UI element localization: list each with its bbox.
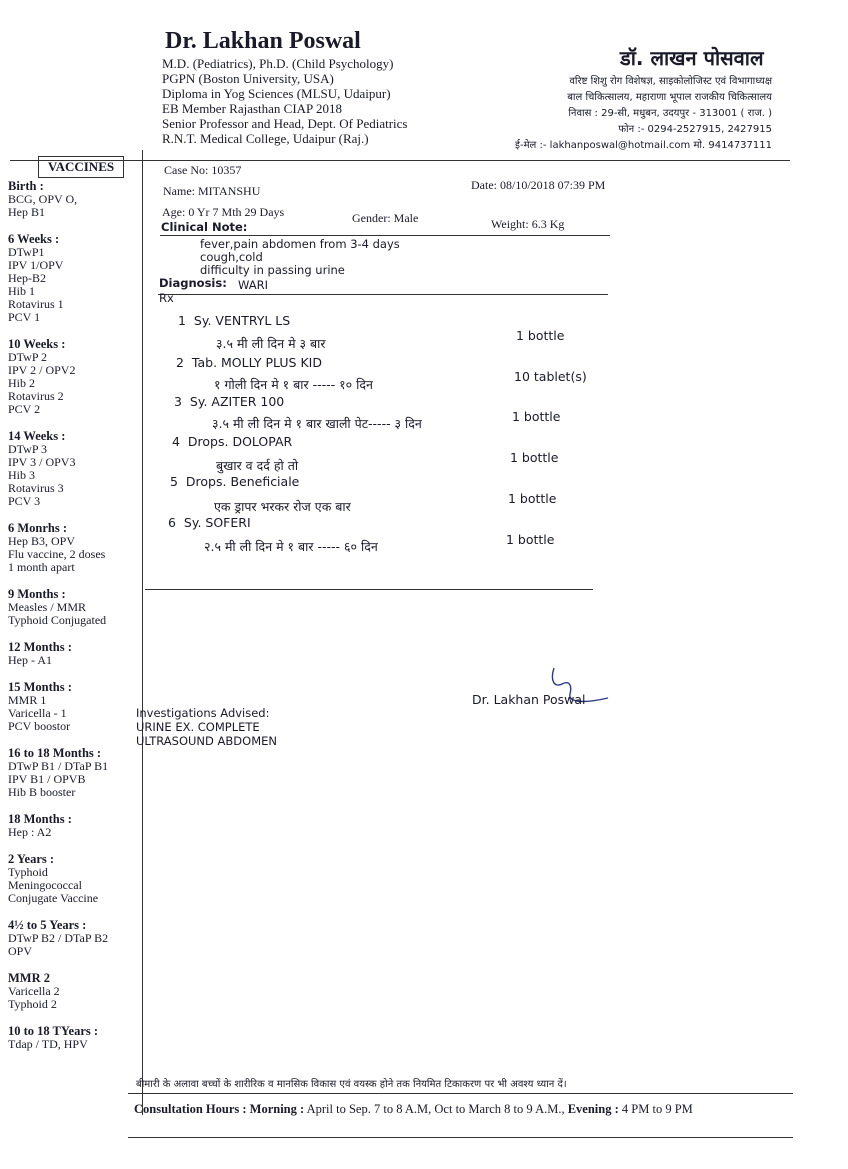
vaccine-age-heading: MMR 2 [8, 971, 50, 985]
vaccine-group [8, 430, 140, 508]
vaccine-group [8, 853, 140, 905]
vaccine-age-heading: 18 Months : [8, 812, 72, 826]
divider [160, 235, 610, 236]
investigation-item: ULTRASOUND ABDOMEN [136, 734, 277, 748]
vaccine-group [8, 588, 140, 627]
vaccine-age-heading: 10 to 18 TYears : [8, 1024, 99, 1038]
vaccine-item: Meningococcal [8, 878, 82, 892]
vaccine-item: OPV [8, 944, 33, 958]
footer-divider [128, 1093, 793, 1094]
rx-medicine: Sy. VENTRYL LS [193, 313, 291, 328]
diagnosis-label: Diagnosis: [159, 276, 227, 290]
rx-dose: एक ड्रापर भरकर रोज एक बार [214, 499, 351, 514]
clinical-note-line: fever,pain abdomen from 3-4 days [200, 237, 400, 251]
vaccine-item: Hib B booster [8, 785, 76, 799]
header-divider [10, 160, 790, 161]
rx-number: 5 [170, 474, 178, 489]
vaccine-group [8, 338, 140, 416]
vaccine-item: Rotavirus 2 [8, 389, 64, 403]
hindi-line: फोन :- 0294-2527915, 2427915 [618, 124, 772, 135]
patient-weight: Weight: 6.3 Kg [491, 217, 565, 231]
consultation-hours [134, 1102, 693, 1117]
vaccine-age-heading: 16 to 18 Months : [8, 746, 102, 760]
rx-quantity: 10 tablet(s) [514, 369, 587, 384]
vaccine-item: Rotavirus 3 [8, 481, 64, 495]
hours-label: Consultation Hours : [134, 1102, 247, 1116]
vaccine-item: Hib 2 [8, 376, 35, 390]
visit-date: Date: 08/10/2018 07:39 PM [471, 178, 606, 192]
vaccine-item: Typhoid 2 [8, 997, 57, 1011]
vaccine-age-heading: 6 Weeks : [8, 232, 60, 246]
vaccine-item: Hep - A1 [8, 653, 52, 667]
vaccine-item: Hep B1 [8, 205, 45, 219]
qualifications [162, 56, 472, 146]
vaccine-item: PCV 2 [8, 402, 41, 416]
vaccine-item: DTwP B1 / DTaP B1 [8, 759, 109, 773]
vaccine-group [8, 641, 140, 667]
morning-label: Morning : [249, 1102, 305, 1116]
vaccine-age-heading: 4½ to 5 Years : [8, 918, 87, 932]
clinical-note-line: difficulty in passing urine [200, 263, 345, 277]
vaccine-item: DTwP B2 / DTaP B2 [8, 931, 109, 945]
vaccine-group [8, 233, 140, 324]
rx-quantity: 1 bottle [510, 450, 559, 465]
hindi-line: वरिष्ट शिशु रोग विशेषज्ञ, साइकोलोजिस्ट एवं विभागाध्यक्ष [569, 76, 772, 87]
clinical-note-label: Clinical Note: [161, 220, 248, 234]
rx-item-5 [170, 474, 299, 489]
doctor-name: Dr. Lakhan Poswal [165, 28, 361, 54]
rx-medicine: Tab. MOLLY PLUS KID [191, 355, 322, 370]
rx-number: 4 [172, 434, 180, 449]
rx-quantity: 1 bottle [508, 491, 557, 506]
qualification-line: R.N.T. Medical College, Udaipur (Raj.) [162, 131, 369, 146]
rx-item-4 [172, 434, 292, 449]
patient-age: Age: 0 Yr 7 Mth 29 Days [162, 205, 285, 219]
vaccine-age-heading: 6 Monrhs : [8, 521, 68, 535]
vaccine-item: MMR 1 [8, 693, 47, 707]
rx-quantity: 1 bottle [516, 328, 565, 343]
vaccine-item: Rotavirus 1 [8, 297, 64, 311]
vaccine-item: Hep : A2 [8, 825, 52, 839]
vaccine-age-heading: 10 Weeks : [8, 337, 66, 351]
vaccine-group [8, 681, 140, 733]
vaccine-item: 1 month apart [8, 560, 75, 574]
investigations [136, 706, 277, 748]
rx-number: 6 [168, 515, 176, 530]
vaccine-item: IPV 1/OPV [8, 258, 64, 272]
clinical-note [200, 238, 400, 277]
rx-quantity: 1 bottle [512, 409, 561, 424]
vaccine-age-heading: 12 Months : [8, 640, 72, 654]
investigations-label: Investigations Advised: [136, 706, 270, 720]
rx-dose: २.५ मी ली दिन मे १ बार ----- ६० दिन [204, 539, 378, 554]
vaccine-item: Typhoid Conjugated [8, 613, 107, 627]
vaccine-group [8, 972, 140, 1011]
vaccine-item: Hib 3 [8, 468, 35, 482]
vaccine-item: PCV 3 [8, 494, 41, 508]
vaccine-item: Tdap / TD, HPV [8, 1037, 88, 1051]
vaccine-age-heading: Birth : [8, 179, 44, 193]
rx-number: 1 [178, 313, 186, 328]
rx-number: 2 [176, 355, 184, 370]
clinical-note-line: cough,cold [200, 250, 263, 264]
divider [145, 589, 593, 590]
case-number: Case No: 10357 [164, 163, 242, 177]
qualification-line: Senior Professor and Head, Dept. Of Pediatrics [162, 116, 408, 131]
column-divider [142, 150, 143, 1115]
doctor-name-hindi: डॉ. लाखन पोसवाल [620, 46, 764, 70]
rx-number: 3 [174, 394, 182, 409]
vaccine-item: DTwP 3 [8, 442, 48, 456]
vaccines-title: VACCINES [38, 156, 124, 178]
vaccine-item: Hep B3, OPV [8, 534, 76, 548]
diagnosis-value: WARI [238, 278, 268, 292]
hindi-details [515, 74, 772, 154]
vaccine-schedule [8, 180, 140, 1051]
vaccine-item: IPV B1 / OPVB [8, 772, 86, 786]
vaccine-group [8, 180, 140, 219]
evening-hours: 4 PM to 9 PM [621, 1102, 693, 1116]
vaccine-item: Flu vaccine, 2 doses [8, 547, 106, 561]
rx-item-6 [168, 515, 251, 530]
rx-item-2 [176, 355, 322, 370]
investigation-item: URINE EX. COMPLETE [136, 720, 260, 734]
patient-name: Name: MITANSHU [163, 184, 261, 198]
vaccine-group [8, 747, 140, 799]
hindi-line: निवास : 29-सी, मधुबन, उदयपुर - 313001 ( राज. ) [568, 108, 772, 119]
rx-item-1 [178, 313, 290, 328]
footer-divider [128, 1137, 793, 1138]
qualification-line: EB Member Rajasthan CIAP 2018 [162, 101, 343, 116]
footer-note: बीमारी के अलावा बच्चों के शारीरिक व मानसिक विकास एवं वयस्क होने तक नियमित टिकाकरण पर भी अवश्य ध्यान दें। [136, 1079, 567, 1090]
hindi-line: बाल चिकित्सालय, महाराणा भूपाल राजकीय चिकित्सालय [567, 92, 772, 103]
patient-gender: Gender: Male [352, 211, 419, 225]
rx-dose: ३.५ मी ली दिन मे १ बार खाली पेट----- ३ दिन [212, 416, 422, 431]
evening-label: Evening : [567, 1102, 619, 1116]
vaccine-item: Hib 1 [8, 284, 35, 298]
rx-dose: बुखार व दर्द हो तो [216, 458, 299, 473]
vaccine-item: Varicella 2 [8, 984, 60, 998]
qualification-line: PGPN (Boston University, USA) [162, 71, 334, 86]
rx-medicine: Sy. SOFERI [183, 515, 251, 530]
rx-medicine: Drops. Beneficiale [185, 474, 300, 489]
rx-label: Rx [159, 291, 174, 305]
vaccine-item: Measles / MMR [8, 600, 86, 614]
divider [158, 294, 608, 295]
vaccine-age-heading: 14 Weeks : [8, 429, 66, 443]
vaccine-item: BCG, OPV O, [8, 192, 78, 206]
vaccine-age-heading: 15 Months : [8, 680, 72, 694]
rx-dose: ३.५ मी ली दिन मे ३ बार [216, 336, 326, 351]
rx-medicine: Drops. DOLOPAR [187, 434, 293, 449]
vaccine-group [8, 919, 140, 958]
signature-name: Dr. Lakhan Poswal [472, 692, 586, 707]
vaccine-item: IPV 2 / OPV2 [8, 363, 76, 377]
rx-item-3 [174, 394, 284, 409]
vaccine-item: Conjugate Vaccine [8, 891, 99, 905]
qualification-line: M.D. (Pediatrics), Ph.D. (Child Psychology) [162, 56, 394, 71]
vaccine-item: PCV boostor [8, 719, 71, 733]
vaccine-item: Typhoid [8, 865, 48, 879]
vaccine-item: DTwP1 [8, 245, 45, 259]
vaccine-age-heading: 9 Months : [8, 587, 66, 601]
vaccine-item: Hep-B2 [8, 271, 46, 285]
rx-dose: १ गोली दिन मे १ बार ----- १० दिन [214, 377, 373, 392]
vaccine-item: Varicella - 1 [8, 706, 67, 720]
vaccine-group [8, 813, 140, 839]
vaccine-item: IPV 3 / OPV3 [8, 455, 76, 469]
rx-medicine: Sy. AZITER 100 [189, 394, 285, 409]
vaccine-group [8, 522, 140, 574]
morning-hours: April to Sep. 7 to 8 A.M, Oct to March 8 to 9 A.M., [306, 1102, 565, 1116]
vaccine-item: PCV 1 [8, 310, 41, 324]
vaccine-group [8, 1025, 140, 1051]
vaccine-item: DTwP 2 [8, 350, 48, 364]
hindi-line: ई-मेल :- lakhanposwal@hotmail.com मो. 9414737111 [515, 140, 772, 151]
rx-quantity: 1 bottle [506, 532, 555, 547]
qualification-line: Diploma in Yog Sciences (MLSU, Udaipur) [162, 86, 391, 101]
vaccine-age-heading: 2 Years : [8, 852, 55, 866]
